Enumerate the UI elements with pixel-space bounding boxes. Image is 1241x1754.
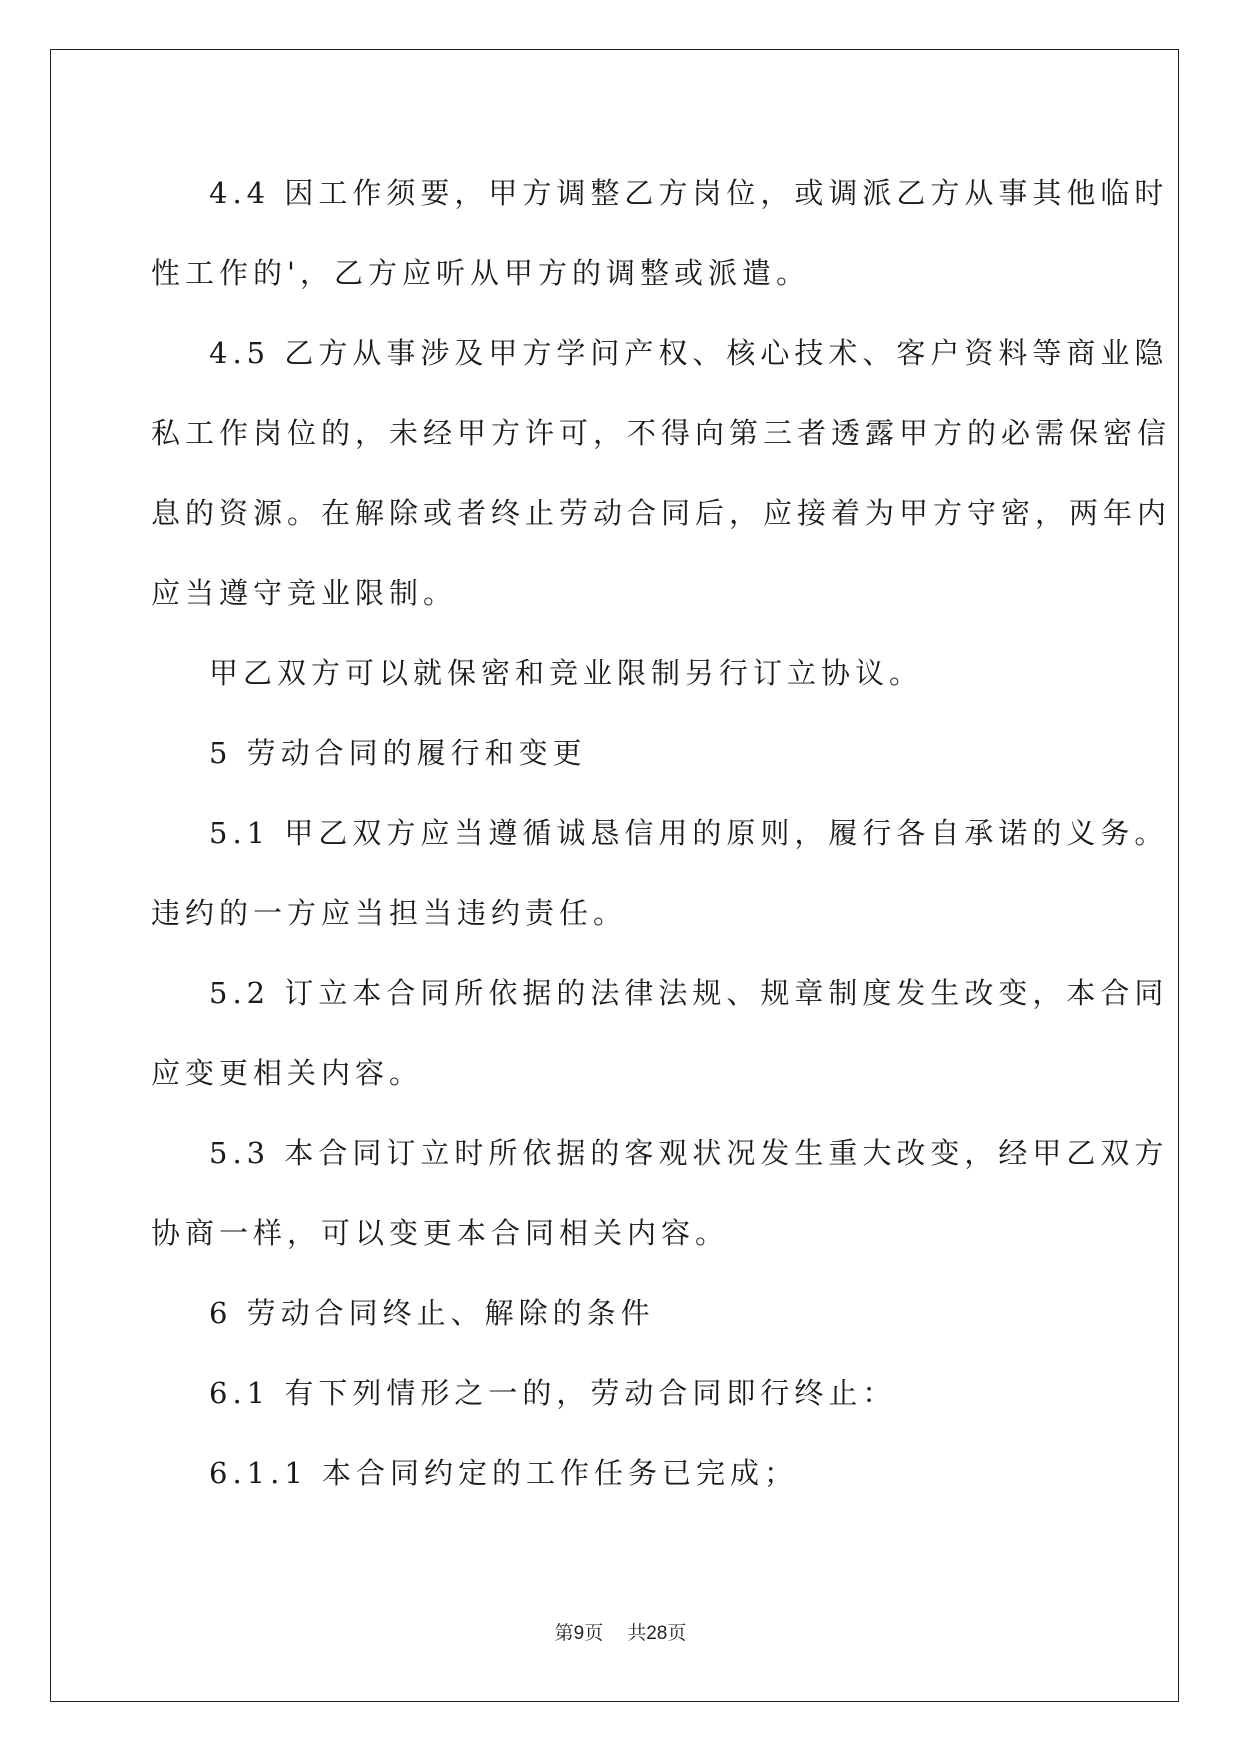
paragraph-5-3-line-1: 5.3 本合同订立时所依据的客观状况发生重大改变，经甲乙双方 (209, 1136, 1169, 1170)
section-6-heading: 6 劳动合同终止、解除的条件 (209, 1296, 655, 1330)
footer-page-number: 9 (573, 1623, 585, 1644)
footer-page-prefix: 第 (554, 1622, 574, 1644)
paragraph-4-5-line-1: 4.5 乙方从事涉及甲方学问产权、核心技术、客户资料等商业隐 (209, 336, 1169, 370)
paragraph-4-4-line-1: 4.4 因工作须要，甲方调整乙方岗位，或调派乙方从事其他临时 (209, 176, 1169, 210)
footer-page-suffix: 页 (584, 1622, 604, 1644)
page-footer (0, 1620, 1241, 1647)
paragraph-5-1-line-1: 5.1 甲乙双方应当遵循诚恳信用的原则，履行各自承诺的义务。 (209, 816, 1169, 850)
footer-total-prefix: 共 (627, 1622, 647, 1644)
paragraph-4-5-line-4: 应当遵守竞业限制。 (151, 576, 458, 610)
paragraph-5-2-line-2: 应变更相关内容。 (151, 1056, 424, 1090)
paragraph-5-3-line-2: 协商一样，可以变更本合同相关内容。 (151, 1216, 730, 1250)
paragraph-6-1: 6.1 有下列情形之一的，劳动合同即行终止： (209, 1376, 897, 1410)
paragraph-5-2-line-1: 5.2 订立本合同所依据的法律法规、规章制度发生改变，本合同 (209, 976, 1169, 1010)
paragraph-4-5-line-2: 私工作岗位的，未经甲方许可，不得向第三者透露甲方的必需保密信 (151, 416, 1172, 450)
paragraph-5-1-line-2: 违约的一方应当担当违约责任。 (151, 896, 628, 930)
paragraph-4-4-line-2: 性工作的'，乙方应听从甲方的调整或派遣。 (151, 256, 810, 290)
paragraph-6-1-1: 6.1.1 本合同约定的工作任务已完成； (209, 1456, 799, 1490)
footer-total-suffix: 页 (667, 1622, 687, 1644)
section-5-heading: 5 劳动合同的履行和变更 (209, 736, 587, 770)
footer-total-pages: 28 (646, 1623, 668, 1644)
paragraph-4-5-line-3: 息的资源。在解除或者终止劳动合同后，应接着为甲方守密，两年内 (151, 496, 1172, 530)
paragraph-agreement: 甲乙双方可以就保密和竞业限制另行订立协议。 (209, 656, 924, 690)
